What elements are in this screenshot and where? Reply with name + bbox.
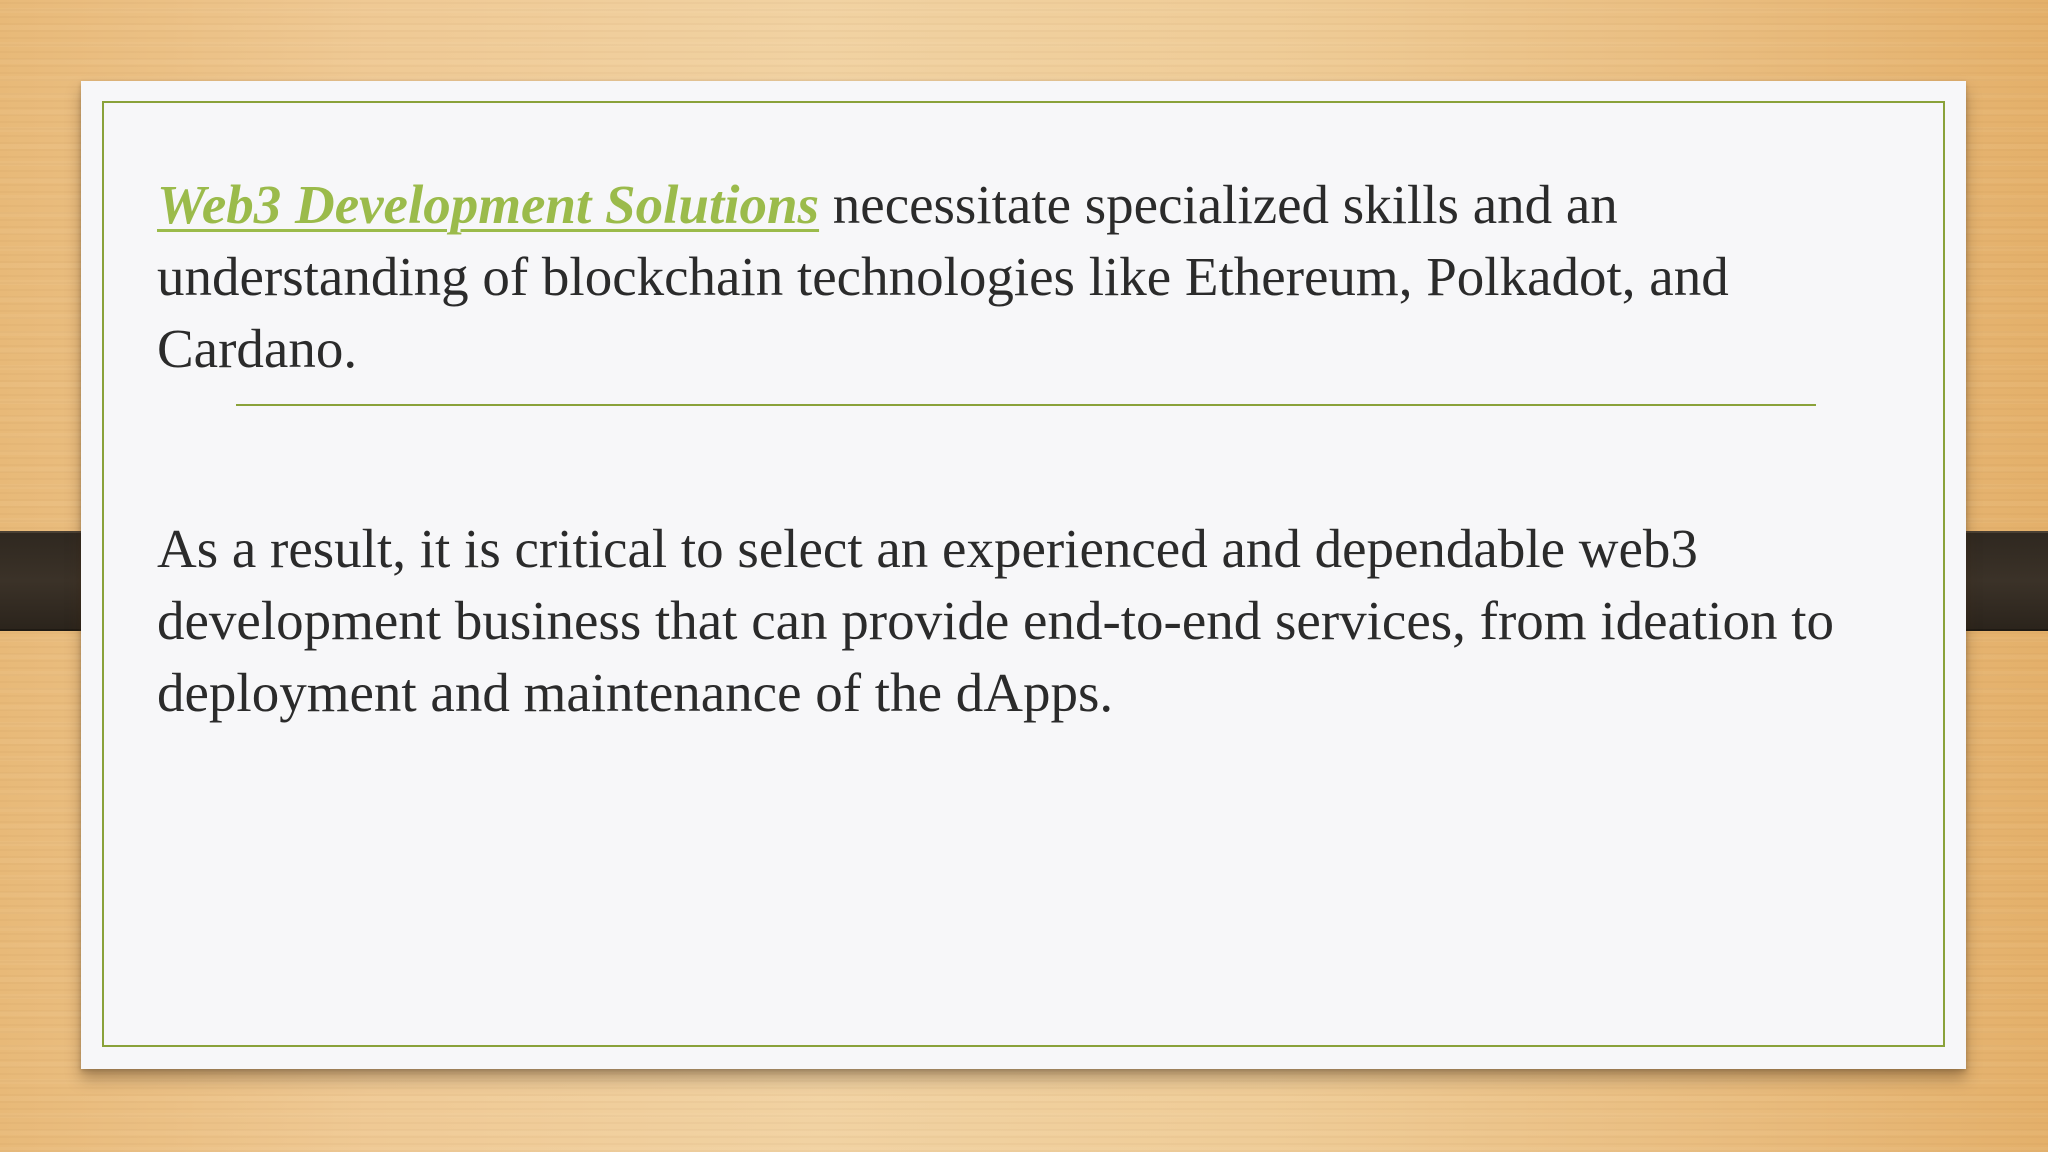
intro-paragraph-text: necessitate specialized skills and an understanding of blockchain technologies like Ethereum, Polkadot, and Cardano.	[157, 174, 1729, 379]
conclusion-paragraph: As a result, it is critical to select an experienced and dependable web3 development business that can provide end-to-end services, from ideation to deployment and maintenance of the dApps.	[157, 518, 1835, 723]
intro-paragraph	[157, 169, 1937, 385]
web3-solutions-link[interactable]: Web3 Development Solutions	[157, 174, 820, 235]
section-divider	[236, 404, 1816, 406]
slide-card	[81, 81, 1966, 1069]
